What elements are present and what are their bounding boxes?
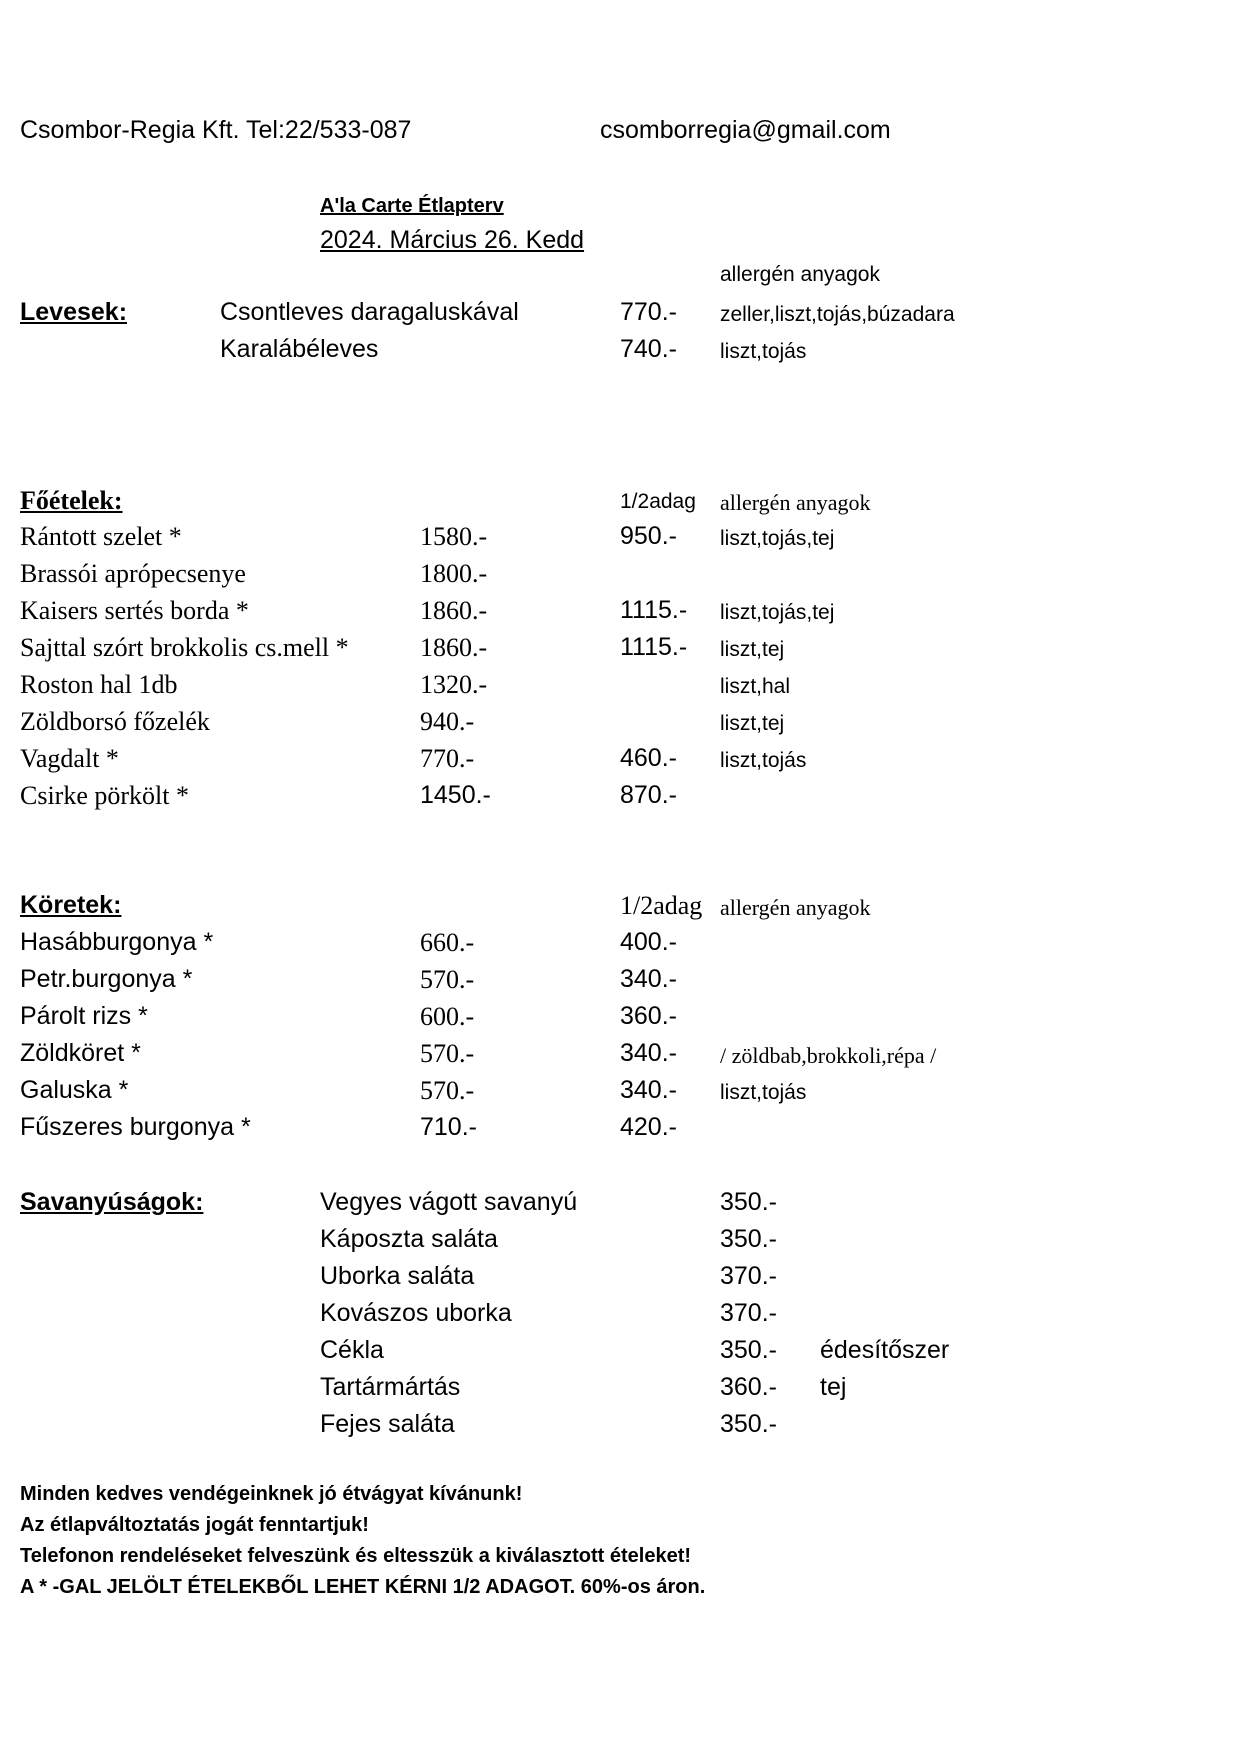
side-price: 600.- <box>420 1002 475 1031</box>
side-name: Galuska * <box>20 1076 129 1104</box>
side-item <box>0 1004 1240 1036</box>
pickle-price: 350.- <box>720 1410 777 1438</box>
pickle-item <box>0 1190 1240 1222</box>
side-half-price: 360.- <box>620 1002 677 1030</box>
main-item <box>0 598 1240 630</box>
side-allergens: liszt,tojás <box>720 1081 807 1104</box>
main-allergens: liszt,tej <box>720 638 785 661</box>
main-allergens: liszt,tej <box>720 712 785 735</box>
pickle-price: 350.- <box>720 1188 777 1216</box>
main-name: Csirke pörkölt * <box>20 781 189 810</box>
footer-line: A * -GAL JELÖLT ÉTELEKBŐL LEHET KÉRNI 1/2 ADAGOT. 60%-os áron. <box>20 1576 706 1598</box>
main-price: 770.- <box>420 744 475 773</box>
side-item <box>0 1078 1240 1110</box>
main-item <box>0 709 1240 741</box>
sides-heading: Köretek: <box>20 891 122 919</box>
pickle-item <box>0 1338 1240 1370</box>
footer-line: Telefonon rendeléseket felveszünk és eltesszük a kiválasztott ételeket! <box>20 1545 692 1567</box>
soup-item <box>0 337 1240 369</box>
side-price: 570.- <box>420 1076 475 1105</box>
pickle-price: 350.- <box>720 1225 777 1253</box>
pickle-note: édesítőszer <box>820 1336 950 1364</box>
main-price: 1450.- <box>420 781 491 809</box>
soup-price: 770.- <box>620 298 677 326</box>
main-name: Sajttal szórt brokkolis cs.mell * <box>20 633 349 662</box>
soup-allergens: liszt,tojás <box>720 340 807 363</box>
footer-line: Minden kedves vendégeinknek jó étvágyat kívánunk! <box>20 1483 523 1505</box>
side-half-price: 340.- <box>620 965 677 993</box>
side-half-price: 420.- <box>620 1113 677 1141</box>
main-price: 940.- <box>420 707 475 736</box>
main-name: Zöldborsó főzelék <box>20 707 210 736</box>
main-name: Rántott szelet * <box>20 522 182 551</box>
soup-price: 740.- <box>620 335 677 363</box>
pickle-item <box>0 1375 1240 1407</box>
side-name: Fűszeres burgonya * <box>20 1113 251 1141</box>
side-item <box>0 967 1240 999</box>
main-name: Brassói aprópecsenye <box>20 559 246 588</box>
side-price: 570.- <box>420 965 475 994</box>
soups-allergen-header: allergén anyagok <box>720 263 880 286</box>
main-half-price: 870.- <box>620 781 677 809</box>
soup-allergens: zeller,liszt,tojás,búzadara <box>720 303 955 326</box>
main-price: 1580.- <box>420 522 488 551</box>
soup-name: Csontleves daragaluskával <box>220 298 519 326</box>
pickle-price: 370.- <box>720 1299 777 1327</box>
footer-line: Az étlapváltoztatás jogát fenntartjuk! <box>20 1514 369 1536</box>
soup-name: Karalábéleves <box>220 335 379 363</box>
main-price: 1320.- <box>420 670 488 699</box>
pickle-name: Fejes saláta <box>320 1410 455 1438</box>
side-name: Petr.burgonya * <box>20 965 193 993</box>
side-half-price: 400.- <box>620 928 677 956</box>
main-allergens: liszt,hal <box>720 675 791 698</box>
main-half-price: 1115.- <box>620 633 688 661</box>
pickle-name: Cékla <box>320 1336 384 1364</box>
pickle-price: 350.- <box>720 1336 777 1364</box>
main-name: Kaisers sertés borda * <box>20 596 249 625</box>
pickle-name: Tartármártás <box>320 1373 461 1401</box>
mains-heading: Főételek: <box>20 486 123 515</box>
pickles-heading: Savanyúságok: <box>20 1188 204 1216</box>
main-allergens: liszt,tojás,tej <box>720 527 835 550</box>
side-half-price: 340.- <box>620 1076 677 1104</box>
mains-allergen-header: allergén anyagok <box>720 490 871 515</box>
pickle-note: tej <box>820 1373 847 1401</box>
side-half-price: 340.- <box>620 1039 677 1067</box>
main-item <box>0 746 1240 778</box>
soup-item <box>0 300 1240 332</box>
side-item <box>0 930 1240 962</box>
main-allergens: liszt,tojás <box>720 749 807 772</box>
main-item <box>0 524 1240 556</box>
main-item <box>0 635 1240 667</box>
menu-date: 2024. Március 26. Kedd <box>320 226 585 254</box>
sides-half-header: 1/2adag <box>620 891 703 920</box>
pickle-item <box>0 1227 1240 1259</box>
main-name: Roston hal 1db <box>20 670 178 699</box>
side-price: 660.- <box>420 928 475 957</box>
soups-heading: Levesek: <box>20 298 128 326</box>
pickle-price: 360.- <box>720 1373 777 1401</box>
side-name: Párolt rizs * <box>20 1002 148 1030</box>
pickle-item <box>0 1412 1240 1444</box>
main-half-price: 1115.- <box>620 596 688 624</box>
menu-title: A'la Carte Étlapterv <box>320 195 504 217</box>
main-name: Vagdalt * <box>20 744 119 773</box>
main-allergens: liszt,tojás,tej <box>720 601 835 624</box>
side-name: Zöldköret * <box>20 1039 141 1067</box>
main-half-price: 460.- <box>620 744 677 772</box>
main-item <box>0 672 1240 704</box>
main-price: 1860.- <box>420 633 488 662</box>
pickle-name: Káposzta saláta <box>320 1225 498 1253</box>
side-item <box>0 1115 1240 1147</box>
pickle-name: Vegyes vágott savanyú <box>320 1188 578 1216</box>
sides-allergen-header: allergén anyagok <box>720 895 871 920</box>
side-item <box>0 1041 1240 1073</box>
email-address: csomborregia@gmail.com <box>600 116 891 144</box>
main-item <box>0 561 1240 593</box>
side-name: Hasábburgonya * <box>20 928 214 956</box>
pickle-item <box>0 1264 1240 1296</box>
side-price: 710.- <box>420 1113 477 1141</box>
pickle-name: Kovászos uborka <box>320 1299 512 1327</box>
mains-half-header: 1/2adag <box>620 490 696 513</box>
side-price: 570.- <box>420 1039 475 1068</box>
main-half-price: 950.- <box>620 522 677 550</box>
main-price: 1800.- <box>420 559 488 588</box>
pickle-name: Uborka saláta <box>320 1262 475 1290</box>
main-price: 1860.- <box>420 596 488 625</box>
main-item <box>0 783 1240 815</box>
side-allergens: / zöldbab,brokkoli,répa / <box>720 1043 937 1068</box>
company-info: Csombor-Regia Kft. Tel:22/533-087 <box>20 116 412 144</box>
pickle-price: 370.- <box>720 1262 777 1290</box>
pickle-item <box>0 1301 1240 1333</box>
